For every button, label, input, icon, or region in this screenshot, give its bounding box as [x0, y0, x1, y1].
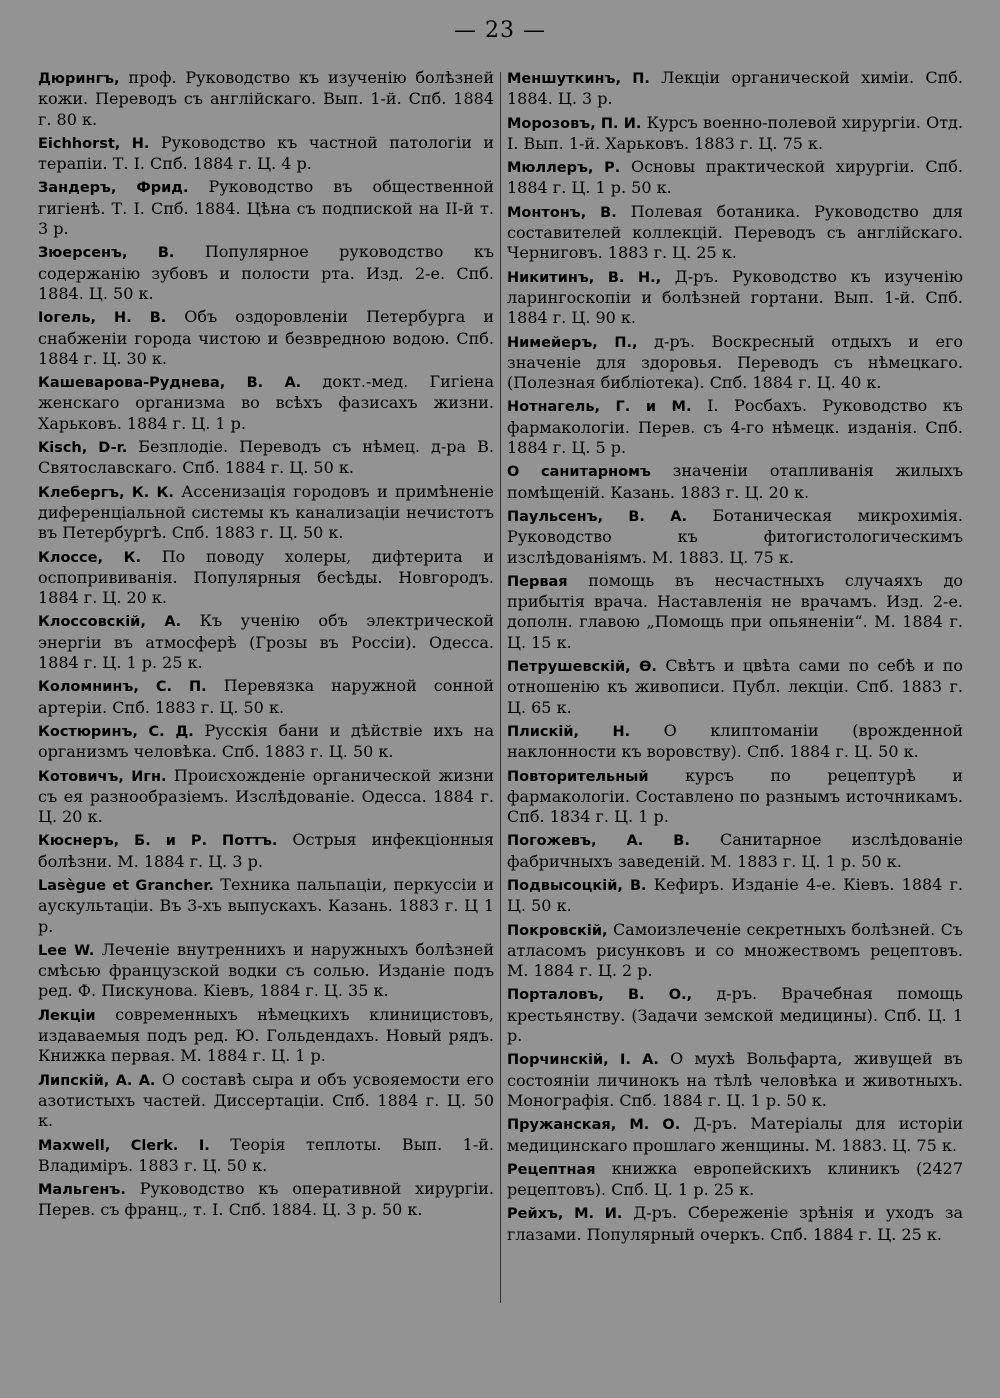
bibliography-entry: [507, 571, 963, 653]
entry-text: Ассенизація городовъ и примѣненіе диференціальной системы къ канализаціи нечистотъ въ Петербургѣ. Спб. 1883 г. Ц. 50 к.: [38, 481, 494, 543]
bibliography-entry: [507, 396, 963, 458]
entry-text: Свѣтъ и цвѣта сами по себѣ и по отношенію къ живописи. Публ. лекціи. Спб. 1883 г. Ц. 65 к.: [507, 656, 963, 717]
entry-author: Коломнинъ, С. П.: [38, 679, 207, 696]
bibliography-entry: [38, 482, 494, 544]
entry-text: Безплодіе. Переводъ съ нѣмец. д-ра В. Святославскаго. Спб. 1884 г. Ц. 50 к.: [38, 437, 494, 478]
entry-author: Нимейеръ, П.,: [507, 334, 638, 351]
entry-author: Мюллеръ, Р.: [507, 160, 621, 177]
bibliography-entry: [38, 1070, 494, 1132]
bibliography-entry: [38, 437, 494, 479]
column-divider: [500, 72, 501, 1303]
entry-text: Руководство въ общественной гигіенѣ. Т. I. Спб. 1884. Цѣна съ подпиской на II-й т. 3 р.: [38, 177, 494, 239]
left-column: [38, 68, 494, 1328]
entry-text: докт.-мед. Гигіена женскаго организма во всѣхъ фазисахъ жизни. Харьковъ. 1884 г. Ц. 1 р.: [38, 372, 494, 433]
bibliography-entry: [38, 372, 494, 434]
bibliography-entry: [38, 242, 494, 304]
bibliography-entry: [507, 721, 963, 763]
entry-author: О санитарномъ: [507, 464, 651, 481]
entry-text: О клиптоманіи (врожденной наклонности къ воровству). Спб. 1884 г. Ц. 50 к.: [507, 720, 963, 762]
entry-author: Мальгенъ.: [38, 1182, 126, 1199]
entry-text: Объ оздоровленіи Петербурга и снабженіи города чистою и безвредною водою. Спб. 1884 г. Ц. 30 к.: [38, 307, 494, 368]
entry-author: Зандеръ, Фрид.: [38, 180, 189, 197]
entry-text: значеніи отапливанія жилыхъ помѣщеній. Казань. 1883 г. Ц. 20 к.: [507, 461, 963, 502]
entry-author: Повторительный: [507, 768, 649, 785]
entry-author: Меншуткинъ, П.: [507, 71, 650, 87]
entry-author: Kisch, D-r.: [38, 440, 128, 457]
entry-author: Кюснеръ, Б. и Р. Поттъ.: [38, 833, 278, 850]
entry-author: Монтонъ, В.: [507, 204, 617, 221]
entry-author: Iогель, Н. В.: [38, 310, 167, 327]
bibliography-entry: [38, 1179, 494, 1221]
entry-author: Погожевъ, А. В.: [507, 833, 690, 850]
bibliography-entry: [38, 611, 494, 673]
entry-author: Maxwell, Clerk. I.: [38, 1137, 210, 1154]
entry-author: Дюрингъ,: [38, 71, 120, 87]
entry-author: Костюринъ, С. Д.: [38, 723, 194, 740]
bibliography-entry: [507, 1049, 963, 1111]
entry-text: Руководство къ оперативной хирургіи. Перев. съ франц., т. I. Спб. 1884. Ц. 3 р. 50 к.: [38, 1179, 494, 1220]
entry-author: Паульсенъ, В. А.: [507, 508, 688, 525]
entry-author: Lee W.: [38, 942, 95, 959]
entry-text: Самоизлеченіе секретныхъ болѣзней. Съ атласомъ рисунковъ и со множествомъ рецептовъ. М. 1884 г. Ц. 2 р.: [507, 919, 963, 981]
entry-author: Петрушевскій, Ѳ.: [507, 659, 657, 676]
bibliography-entry: [38, 940, 494, 1002]
entry-text: проф. Руководство къ изученію болѣзней кожи. Переводъ съ англійскаго. Вып. 1-й. Спб. 1884 г. 80 к.: [38, 68, 494, 129]
entry-text: Кефиръ. Изданіе 4-е. Кіевъ. 1884 г. Ц. 50 к.: [507, 874, 963, 916]
entry-text: Леченіе внутреннихъ и наружныхъ болѣзней смѣсью французской водки съ солью. Изданіе подъ ред. Ф. Пискунова. Кіевъ, 1884 г. Ц. 35 к.: [38, 939, 494, 1001]
entry-author: Никитинъ, В. Н.,: [507, 269, 662, 286]
entry-author: Кашеварова-Руднева, В. А.: [38, 375, 302, 392]
page-number: — 23 —: [454, 18, 546, 43]
bibliography-entry: [507, 984, 963, 1046]
entry-author: Порталовъ, В. О.,: [507, 987, 693, 1004]
bibliography-entry: [507, 461, 963, 503]
bibliography-entry: [38, 1135, 494, 1177]
entry-text: современныхъ нѣмецкихъ клиницистовъ, издаваемыя подъ ред. Ю. Гольдендахъ. Новый рядъ. Книжка первая. М. 1884 г. Ц. 1 р.: [38, 1004, 494, 1066]
entry-text: Происхожденіе органической жизни съ ея разнообразіемъ. Изслѣдованіе. Одесса. 1884 г. Ц. 20 к.: [38, 765, 494, 827]
entry-text: Лекціи органической химіи. Спб. 1884. Ц. 3 р.: [507, 68, 963, 109]
bibliography-entry: [507, 830, 963, 872]
bibliography-entry: [38, 68, 494, 130]
entry-author: Eichhorst, H.: [38, 135, 150, 152]
entry-text: Теорія теплоты. Вып. 1-й. Владиміръ. 1883 г. Ц. 50 к.: [38, 1134, 494, 1175]
entry-author: Зюерсенъ, В.: [38, 245, 175, 262]
entry-author: Порчинскій, I. А.: [507, 1052, 659, 1069]
entry-author: Котовичъ, Игн.: [38, 768, 167, 785]
entry-author: Клебергъ, К. К.: [38, 484, 174, 501]
entry-author: Морозовъ, П. И.: [507, 115, 642, 132]
bibliography-entry: [507, 875, 963, 917]
bibliography-entry: [507, 656, 963, 718]
bibliography-entry: [507, 920, 963, 982]
entry-text: Ботаническая микрохимія. Руководство къ фитогистологическимъ изслѣдованіямъ. М. 1883. Ц. 75 к.: [507, 505, 963, 567]
bibliography-entry: [507, 1159, 963, 1201]
bibliography-entry: [507, 113, 963, 155]
entry-author: Липскій, А. А.: [38, 1072, 156, 1089]
bibliography-entry: [507, 202, 963, 264]
bibliography-entry: [507, 1203, 963, 1245]
bibliography-entry: [38, 721, 494, 763]
entry-text: Полевая ботаника. Руководство для составителей коллекцій. Переводъ съ англійскаго. Черниговъ. 1883 г. Ц. 25 к.: [507, 201, 963, 263]
entry-text: О мухѣ Вольфарта, живущей въ состояніи личинокъ на тѣлѣ человѣка и животныхъ. Монографія. Спб. 1884 г. Ц. 1 р. 50 к.: [507, 1049, 963, 1110]
entry-author: Подвысоцкій, В.: [507, 877, 647, 894]
entry-text: Къ ученію объ электрической энергіи въ атмосферѣ (Грозы въ Россіи). Одесса. 1884 г. Ц. 1 р. 25 к.: [38, 611, 494, 673]
entry-text: I. Росбахъ. Руководство къ фармакологіи. Перев. съ 4-го нѣмецк. изданія. Спб. 1884 г. Ц. 5 р.: [507, 396, 963, 458]
entry-text: Русскія бани и дѣйствіе ихъ на организмъ человѣка. Спб. 1883 г. Ц. 50 к.: [38, 720, 494, 762]
entry-text: Д-ръ. Руководство къ изученію ларингоскопіи и болѣзней гортани. Вып. 1-й. Спб. 1884 г. Ц. 90 к.: [507, 266, 963, 328]
bibliography-entry: [38, 1005, 494, 1067]
bibliography-entry: [507, 766, 963, 828]
entry-text: По поводу холеры, дифтерита и оспопрививанія. Популярныя бесѣды. Новгородъ. 1884 г. Ц. 20 к.: [38, 546, 494, 608]
entry-text: Руководство къ частной патологіи и терапіи. Т. I. Спб. 1884 г. Ц. 4 р.: [38, 132, 494, 174]
bibliography-entry: [38, 177, 494, 239]
entry-text: Техника пальпаціи, перкуссіи и аускультаціи. Въ 3-хъ выпускахъ. Казань. 1883 г. Ц 1 р.: [38, 874, 494, 936]
entry-author: Клоссе, К.: [38, 549, 141, 566]
entry-author: Первая: [507, 573, 568, 590]
bibliography-entry: [38, 133, 494, 175]
entry-text: д-ръ. Врачебная помощь крестьянству. (Задачи земской медицины). Спб. Ц. 1 р.: [507, 984, 963, 1046]
entry-text: книжка европейскихъ клиникъ (2427 рецептовъ). Спб. Ц. 1 р. 25 к.: [507, 1158, 963, 1200]
entry-text: Перевязка наружной сонной артеріи. Спб. 1883 г. Ц. 50 к.: [38, 676, 494, 717]
entry-text: Санитарное изслѣдованіе фабричныхъ заведеній. М. 1883 г. Ц. 1 р. 50 к.: [507, 830, 963, 871]
entry-text: Популярное руководство къ содержанію зубовъ и полости рта. Изд. 2-е. Спб. 1884. Ц. 50 к.: [38, 242, 494, 303]
entry-author: Клоссовскій, А.: [38, 614, 182, 631]
bibliography-entry: [38, 766, 494, 828]
entry-text: Острыя инфекціонныя болѣзни. М. 1884 г. Ц. 3 р.: [38, 830, 494, 871]
entry-author: Рейхъ, М. И.: [507, 1206, 623, 1223]
entry-author: Плискій, Н.: [507, 723, 631, 740]
entry-author: Покровскій,: [507, 922, 608, 939]
bibliography-entry: [507, 506, 963, 568]
bibliography-entry: [507, 68, 963, 110]
entry-text: Курсъ военно-полевой хирургіи. Отд. I. Вып. 1-й. Харьковъ. 1883 г. Ц. 75 к.: [507, 112, 963, 153]
bibliography-entry: [507, 157, 963, 199]
bibliography-entry: [38, 547, 494, 609]
bibliography-entry: [507, 1114, 963, 1156]
entry-text: помощь въ несчастныхъ случаяхъ до прибытія врача. Наставленія не врачамъ. Изд. 2-е. дополн. главою „Помощь при опьяненіи“. М. 1884 г. Ц. 15 к.: [507, 570, 963, 652]
entry-author: Нотнагель, Г. и М.: [507, 399, 692, 416]
bibliography-entry: [38, 875, 494, 937]
entry-text: Основы практической хирургіи. Спб. 1884 г. Ц. 1 р. 50 к.: [507, 157, 963, 198]
entry-author: Lasègue et Grancher.: [38, 877, 214, 894]
right-column: [507, 68, 963, 1328]
entry-text: О составѣ сыра и объ усвояемости его азотистыхъ частей. Диссертаціи. Спб. 1884 г. Ц. 50 к.: [38, 1069, 494, 1131]
entry-text: курсъ по рецептурѣ и фармакологіи. Составлено по разнымъ источникамъ. Спб. 1834 г. Ц. 1 р.: [507, 765, 963, 827]
entry-text: Д-ръ. Сбереженіе зрѣнія и уходъ за глазами. Популярный очеркъ. Спб. 1884 г. Ц. 25 к.: [507, 1203, 963, 1244]
entry-text: Д-ръ. Матеріалы для исторіи медицинскаго прошлаго женщины. М. 1883. Ц. 75 к.: [507, 1114, 963, 1155]
bibliography-entry: [38, 307, 494, 369]
bibliography-entry: [507, 267, 963, 329]
entry-author: Лекціи: [38, 1007, 96, 1024]
bibliography-entry: [38, 676, 494, 718]
bibliography-entry: [507, 332, 963, 394]
entry-author: Рецептная: [507, 1161, 596, 1178]
entry-text: д-ръ. Воскресный отдыхъ и его значеніе для здоровья. Переводъ съ нѣмецкаго. (Полезная библіотека). Спб. 1884 г. Ц. 40 к.: [507, 331, 963, 393]
bibliography-entry: [38, 830, 494, 872]
entry-author: Пружанская, М. О.: [507, 1117, 681, 1134]
